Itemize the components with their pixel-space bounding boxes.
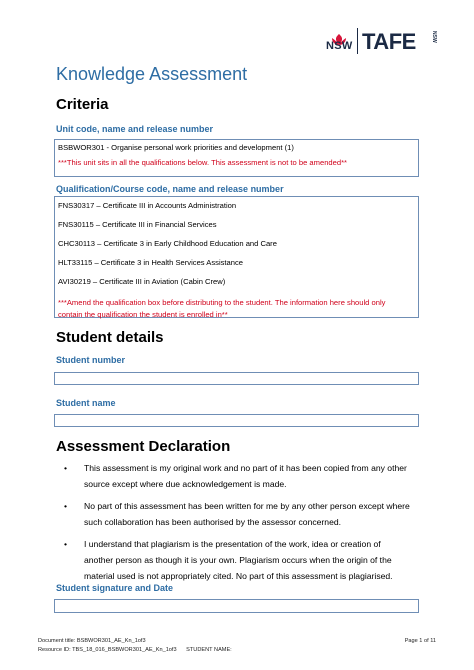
qualification-note: ***Amend the qualification box before distributing to the student. The information here should only xyxy=(58,298,386,307)
qualification-line: FNS30115 – Certificate III in Financial Services xyxy=(58,220,217,229)
unit-heading: Unit code, name and release number xyxy=(56,124,214,134)
footer-page-number: Page 1 of 11 xyxy=(404,638,436,644)
declaration-heading: Assessment Declaration xyxy=(56,438,231,455)
signature-label: Student signature and Date xyxy=(56,583,174,593)
student-number-label: Student number xyxy=(56,355,125,365)
list-item: • This assessment is my original work and no part of it has been copied from any other source except where due acknowledgement is made. xyxy=(56,460,426,492)
list-item: • I understand that plagiarism is the presentation of the work, idea or creation of another person as though it is your own. Plagiarism occurs when the origin of the material used is not appropriately cited. No part of this assessment is plagiarised. xyxy=(56,536,426,584)
qualification-box xyxy=(54,196,419,318)
logo-divider xyxy=(357,28,358,54)
nsw-wordmark: NSW xyxy=(326,40,353,52)
tafe-wordmark: TAFE xyxy=(362,29,416,54)
qualification-line: FNS30317 – Certificate III in Accounts Administration xyxy=(58,201,237,210)
declaration-list xyxy=(56,460,426,590)
tafe-nsw-sub: NSW xyxy=(431,31,437,43)
footer-doc-title: Document title: BSBWOR301_AE_Kn_1of3 xyxy=(38,638,146,644)
criteria-heading: Criteria xyxy=(56,96,109,113)
qualification-line: HLT33115 – Certificate 3 in Health Services Assistance xyxy=(58,258,244,267)
page-title: Knowledge Assessment xyxy=(56,64,248,84)
qualification-heading: Qualification/Course code, name and release number xyxy=(56,184,284,194)
unit-note: ***This unit sits in all the qualifications below. This assessment is not to be amended** xyxy=(58,158,347,167)
bullet-icon: • xyxy=(64,539,68,549)
tafe-nsw-logo xyxy=(326,26,438,56)
student-details-heading: Student details xyxy=(56,329,164,346)
unit-line: BSBWOR301 - Organise personal work priorities and development (1) xyxy=(58,143,294,152)
student-name-field[interactable] xyxy=(54,414,419,427)
list-item: • No part of this assessment has been written for me by any other person except where such collaboration has been authorised by the assessor concerned. xyxy=(56,498,426,530)
footer-resource-id-text: Resource ID: TBS_18_016_BSBWOR301_AE_Kn_1of3 xyxy=(38,647,177,653)
bullet-icon: • xyxy=(64,501,68,511)
qualification-line: CHC30113 – Certificate 3 in Early Childhood Education and Care xyxy=(58,239,277,248)
unit-box xyxy=(54,139,419,177)
qualification-note: contain the qualification the student is enrolled in** xyxy=(58,310,228,319)
footer-student-name: STUDENT NAME: xyxy=(186,647,232,653)
student-number-field[interactable] xyxy=(54,372,419,385)
qualification-line: AVI30219 – Certificate III in Aviation (Cabin Crew) xyxy=(58,277,226,286)
footer-resource-id xyxy=(38,647,232,653)
signature-field[interactable] xyxy=(54,599,419,613)
student-name-label: Student name xyxy=(56,398,116,408)
bullet-icon: • xyxy=(64,463,68,473)
